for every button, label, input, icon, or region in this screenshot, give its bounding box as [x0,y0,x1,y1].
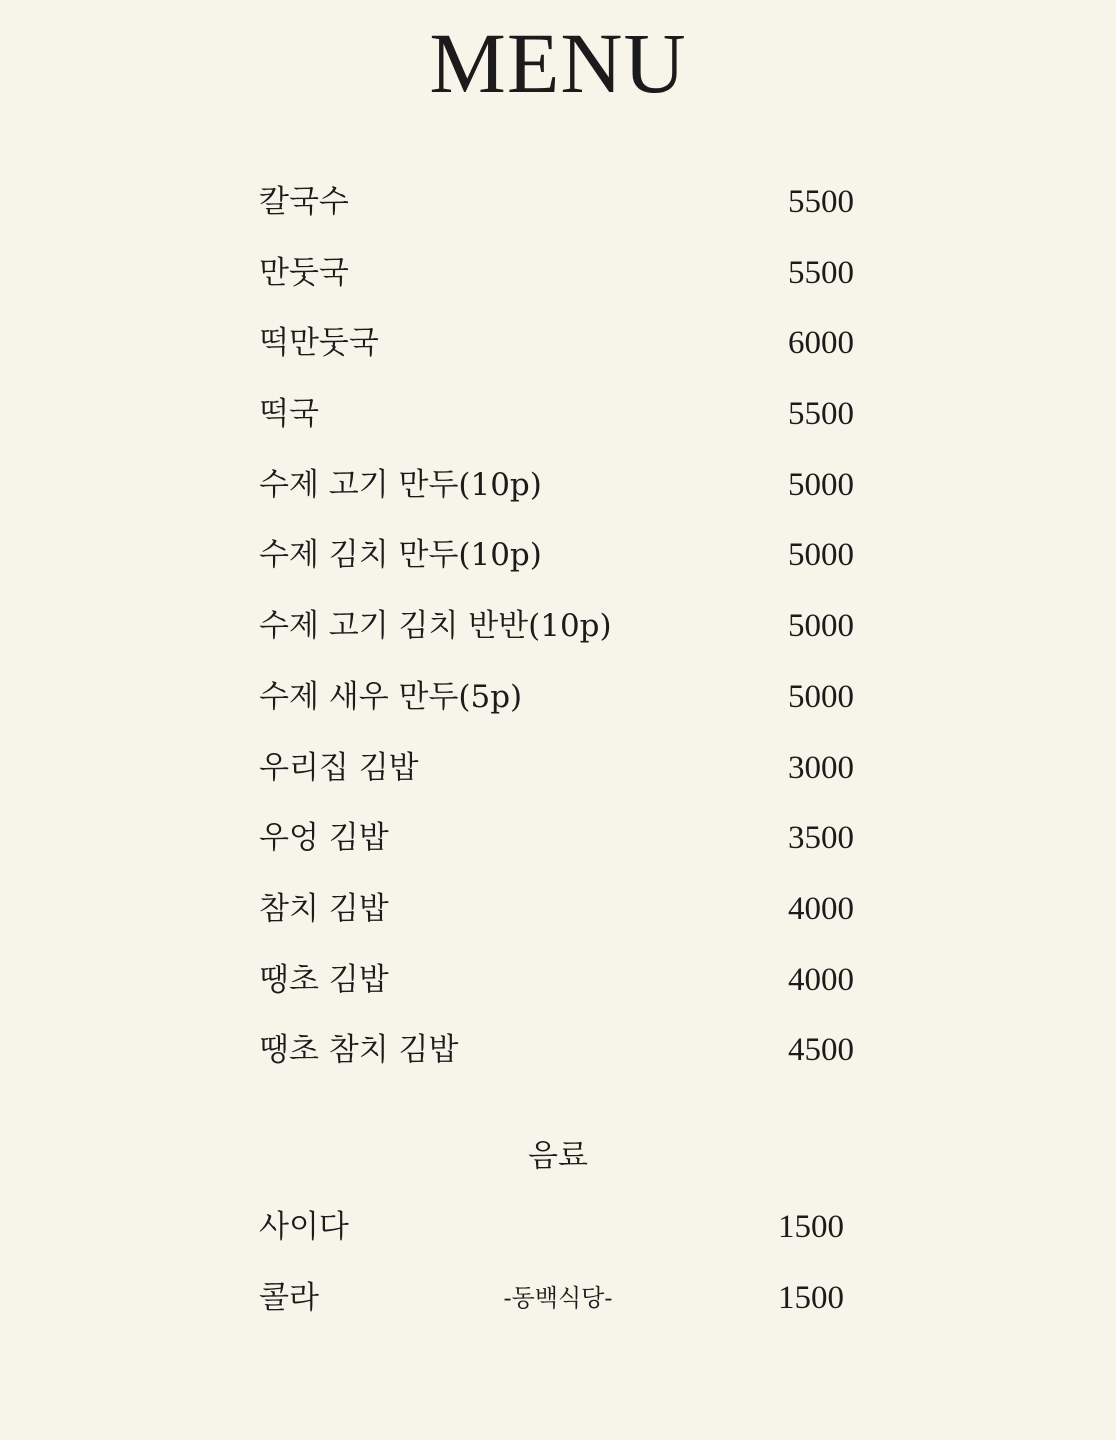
menu-item [0,527,1116,598]
menu-item-name: 떡만둣국 [259,325,379,362]
menu-item-name: 우엉 김밥 [259,820,389,857]
menu-item [0,386,1116,457]
menu-item [0,315,1116,386]
menu-item-price: 6000 [788,325,854,362]
menu-item [0,669,1116,740]
menu-item-price: 5000 [788,537,854,574]
drink-menu-list [0,1199,1116,1341]
menu-item-price: 4000 [788,961,854,998]
menu-item-name: 참치 김밥 [259,890,389,927]
menu-item [0,952,1116,1023]
restaurant-name-footer: -동백식당- [503,1284,613,1312]
menu-item-name: 땡초 참치 김밥 [259,1032,459,1069]
menu-item [0,245,1116,316]
menu-item-name: 우리집 김밥 [259,749,419,786]
drink-item-price: 1500 [778,1280,844,1316]
menu-item [0,810,1116,881]
menu-item-price: 3000 [788,749,854,786]
menu-item-price: 3500 [788,820,854,857]
menu-item-price: 5500 [788,254,854,291]
menu-item-name: 수제 고기 김치 반반(10p) [259,608,612,645]
drink-item [0,1199,1116,1270]
menu-item [0,881,1116,952]
menu-item-name: 떡국 [259,396,319,433]
menu-item-price: 5000 [788,466,854,503]
menu-item-name: 수제 고기 만두(10p) [259,466,542,503]
menu-item-name: 칼국수 [259,184,349,220]
menu-item-price: 4000 [788,890,854,927]
menu-item [0,174,1116,245]
menu-item-price: 5000 [788,608,854,645]
menu-item-price: 5500 [788,184,854,220]
menu-item [0,598,1116,669]
menu-item-name: 수제 새우 만두(5p) [259,678,523,715]
food-menu-list [0,174,1116,1093]
menu-item-name: 만둣국 [259,254,349,291]
menu-item [0,740,1116,811]
menu-item-price: 4500 [788,1032,854,1069]
menu-item-name: 땡초 김밥 [259,961,389,998]
drink-item-price: 1500 [778,1209,844,1245]
drink-item-name: 사이다 [259,1209,349,1245]
menu-item [0,1022,1116,1093]
drink-item-name: 콜라 [259,1280,319,1316]
menu-item-name: 수제 김치 만두(10p) [259,537,542,574]
menu-item-price: 5500 [788,396,854,433]
menu-title: MENU [429,15,687,111]
menu-item [0,457,1116,528]
menu-item-price: 5000 [788,678,854,715]
drinks-section-title: 음료 [528,1138,588,1174]
